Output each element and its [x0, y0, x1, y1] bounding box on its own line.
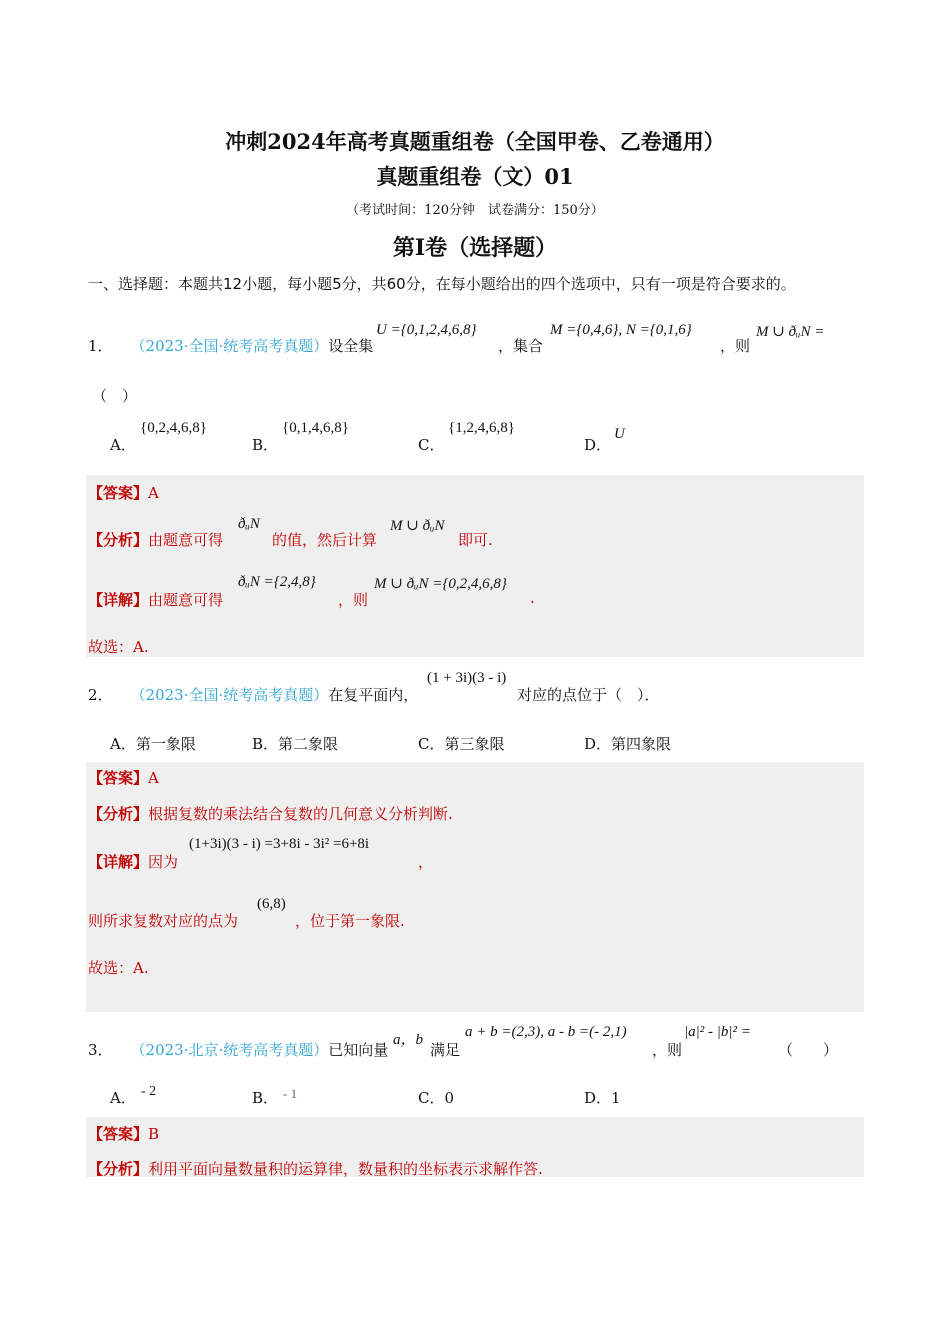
option-b: B．	[252, 436, 279, 454]
option-c: C．0	[418, 1089, 455, 1107]
option-a-value: - 2	[141, 1084, 157, 1099]
analysis-line: 【分析】利用平面向量数量积的运算律，数量积的坐标表示求解作答.	[88, 1160, 543, 1178]
question-number: 1．	[88, 337, 113, 355]
section-title: 第I卷（选择题）	[392, 235, 558, 261]
option-d: D．第四象限	[584, 735, 672, 753]
question-3-stem: 3． （2023·北京·统考高考真题）已知向量	[88, 1041, 389, 1059]
question-number: 3．	[88, 1041, 113, 1059]
option-b-value: - 1	[283, 1086, 298, 1101]
option-c-value: {1,2,4,6,8}	[448, 420, 515, 436]
analysis-text: 即可.	[458, 531, 493, 549]
answer-line: 【答案】B	[88, 1125, 160, 1143]
option-d: D．	[584, 436, 612, 454]
detail-math-1: ðᵤN ={2,4,8}	[238, 574, 316, 590]
answer-line: 【答案】A	[88, 484, 159, 502]
detail-line-2: 则所求复数对应的点为	[88, 912, 239, 930]
option-a: A．	[110, 436, 136, 454]
stem-text: ，则	[720, 337, 751, 355]
option-c: C．第三象限	[418, 735, 505, 753]
exam-meta: （考试时间：120分钟 试卷满分：150分）	[346, 203, 604, 218]
option-a-value: {0,2,4,6,8}	[140, 420, 207, 436]
option-d-value: U	[614, 426, 625, 442]
math-condition: a + b =(2,3), a - b =(- 2,1)	[465, 1024, 627, 1040]
analysis-line: 【分析】根据复数的乘法结合复数的几何意义分析判断.	[88, 805, 453, 823]
stem-text: ，集合	[498, 337, 544, 355]
stem-text: 对应的点位于（ ）．	[517, 686, 660, 704]
math-expression: M ∪ ðᵤN =	[756, 324, 825, 340]
analysis-math-1: ðᵤN	[238, 516, 260, 532]
math-sets-mn: M ={0,4,6}, N ={0,1,6}	[550, 322, 692, 338]
option-b: B．第二象限	[252, 735, 339, 753]
conclusion: 故选：A.	[88, 638, 149, 656]
question-2-stem: 2． （2023·全国·统考高考真题）在复平面内，	[88, 686, 419, 704]
math-complex: (1 + 3i)(3 - i)	[427, 670, 507, 686]
analysis-line: 【分析】由题意可得	[88, 531, 224, 549]
analysis-text: 的值，然后计算	[272, 531, 378, 549]
question-number: 2．	[88, 686, 113, 704]
answer-line: 【答案】A	[88, 769, 159, 787]
detail-math: (1+3i)(3 - i) =3+8i - 3i² =6+8i	[189, 836, 370, 852]
solution-box-2	[86, 762, 864, 1012]
question-source: （2023·全国·统考高考真题）	[130, 686, 329, 704]
math-expression: |a|² - |b|² =	[684, 1024, 751, 1040]
question-source: （2023·北京·统考高考真题）	[130, 1041, 329, 1059]
detail-text: .	[530, 589, 535, 607]
detail-line: 【详解】由题意可得	[88, 591, 224, 609]
title-line-1: 冲刺2024年高考真题重组卷（全国甲卷、乙卷通用）	[225, 129, 725, 154]
detail-line: 【详解】因为	[88, 853, 179, 871]
detail-text: ，	[418, 853, 434, 871]
detail-text: ，位于第一象限.	[295, 912, 405, 930]
math-vectors: a，b	[393, 1032, 424, 1048]
stem-text: 设全集	[328, 337, 374, 355]
stem-text: ，则	[652, 1041, 683, 1059]
solution-box-1	[86, 475, 864, 657]
instructions: 一、选择题：本题共12小题，每小题5分，共60分，在每小题给出的四个选项中，只有一项是符合要求的。	[88, 275, 796, 293]
detail-math-point: (6,8)	[257, 896, 286, 912]
question-source: （2023·全国·统考高考真题）	[130, 337, 329, 355]
option-a: A．	[110, 1089, 136, 1107]
detail-math-2: M ∪ ðᵤN ={0,2,4,6,8}	[374, 576, 507, 592]
answer-parentheses: （ ）	[92, 387, 138, 405]
option-b: B．	[252, 1089, 279, 1107]
conclusion: 故选：A.	[88, 959, 149, 977]
analysis-math-2: M ∪ ðᵤN	[390, 518, 445, 534]
math-set-u: U ={0,1,2,4,6,8}	[376, 322, 477, 338]
detail-text: ，则	[338, 591, 369, 609]
option-b-value: {0,1,4,6,8}	[282, 420, 349, 436]
option-c: C．	[418, 436, 445, 454]
stem-text: 满足	[430, 1041, 461, 1059]
answer-parentheses: （ ）	[778, 1041, 839, 1059]
option-d: D．1	[584, 1089, 621, 1107]
title-line-2: 真题重组卷（文）01	[376, 164, 574, 189]
question-1-stem	[88, 335, 373, 356]
option-a: A．第一象限	[110, 735, 196, 753]
